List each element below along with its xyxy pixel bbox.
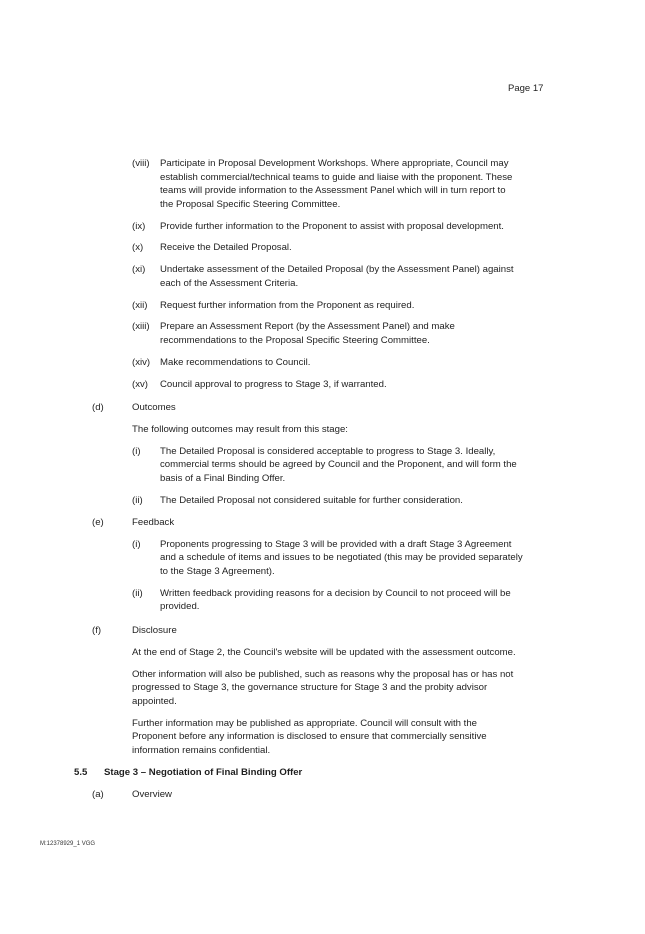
- paragraph: progressed to Stage 3, the governance structure for Stage 3 and the probity advisor: [132, 682, 488, 694]
- list-item-text: teams will provide information to the Assessment Panel which will in turn report to: [160, 185, 506, 197]
- list-item-text: Make recommendations to Council.: [160, 356, 311, 368]
- list-item-text: Participate in Proposal Development Workshops. Where appropriate, Council may: [160, 158, 509, 169]
- section-heading: Disclosure: [132, 625, 177, 636]
- paragraph: At the end of Stage 2, the Council's website will be updated with the assessment outcome.: [132, 646, 516, 658]
- list-item-number: (i): [132, 538, 141, 550]
- page-number: Page 17: [508, 83, 544, 94]
- paragraph: Other information will also be published, such as reasons why the proposal has or has not: [132, 668, 514, 680]
- list-item-text: Receive the Detailed Proposal.: [160, 242, 292, 254]
- list-item-text: to the Stage 3 Agreement).: [160, 566, 275, 577]
- list-item-text: provided.: [160, 601, 200, 613]
- list-item-text: establish commercial/technical teams to guide and liaise with the proponent. These: [160, 171, 513, 183]
- list-item-number: (viii): [132, 158, 150, 169]
- list-item-number: (i): [132, 445, 141, 457]
- list-item-number: (xiii): [132, 321, 150, 333]
- section-heading: Feedback: [132, 517, 175, 528]
- paragraph: Proponent before any information is disclosed to ensure that commercially sensitive: [132, 731, 487, 743]
- list-item-number: (xii): [132, 299, 148, 311]
- list-item-text: Request further information from the Proponent as required.: [160, 299, 415, 311]
- section-heading: Outcomes: [132, 402, 176, 413]
- section-heading: Stage 3 – Negotiation of Final Binding Offer: [104, 767, 303, 778]
- list-item-number: (xv): [132, 378, 148, 390]
- section-number: (f): [92, 625, 102, 636]
- list-item-text: each of the Assessment Criteria.: [160, 277, 299, 289]
- section-number: (e): [92, 517, 104, 528]
- list-item-number: (ii): [132, 494, 143, 506]
- paragraph: Further information may be published as appropriate. Council will consult with the: [132, 717, 478, 729]
- paragraph: information remains confidential.: [132, 744, 271, 756]
- list-item-text: The Detailed Proposal not considered suitable for further consideration.: [160, 494, 463, 506]
- list-item-text: Proponents progressing to Stage 3 will be provided with a draft Stage 3 Agreement: [160, 538, 512, 550]
- list-item-text: Prepare an Assessment Report (by the Assessment Panel) and make: [160, 321, 455, 333]
- list-item-number: (x): [132, 242, 144, 254]
- section-heading: Overview: [132, 789, 172, 800]
- paragraph: appointed.: [132, 695, 177, 707]
- list-item-number: (xi): [132, 264, 146, 276]
- list-item-text: commercial terms should be agreed by Council and the Proponent, and will form the: [160, 459, 517, 471]
- list-item-text: basis of a Final Binding Offer.: [160, 472, 286, 484]
- list-item-text: and a schedule of items and issues to be negotiated (this may be provided separately: [160, 552, 523, 564]
- footer-reference: M:12378929_1 VGG: [40, 841, 96, 847]
- list-item-text: Provide further information to the Proponent to assist with proposal development.: [160, 220, 504, 232]
- section-number: 5.5: [74, 767, 88, 778]
- paragraph: The following outcomes may result from this stage:: [132, 423, 348, 435]
- list-item-number: (xiv): [132, 356, 151, 368]
- list-item-text: The Detailed Proposal is considered acceptable to progress to Stage 3. Ideally,: [160, 445, 496, 457]
- list-item-text: the Proposal Specific Steering Committee.: [160, 198, 341, 210]
- list-item-number: (ix): [132, 220, 146, 232]
- section-number: (a): [92, 789, 104, 800]
- list-item-text: Written feedback providing reasons for a decision by Council to not proceed will be: [160, 587, 511, 599]
- list-item-text: recommendations to the Proposal Specific Steering Committee.: [160, 335, 430, 346]
- list-item-text: Undertake assessment of the Detailed Proposal (by the Assessment Panel) against: [160, 264, 514, 276]
- list-item-text: Council approval to progress to Stage 3, if warranted.: [160, 378, 387, 390]
- list-item-number: (ii): [132, 587, 143, 599]
- section-number: (d): [92, 402, 104, 413]
